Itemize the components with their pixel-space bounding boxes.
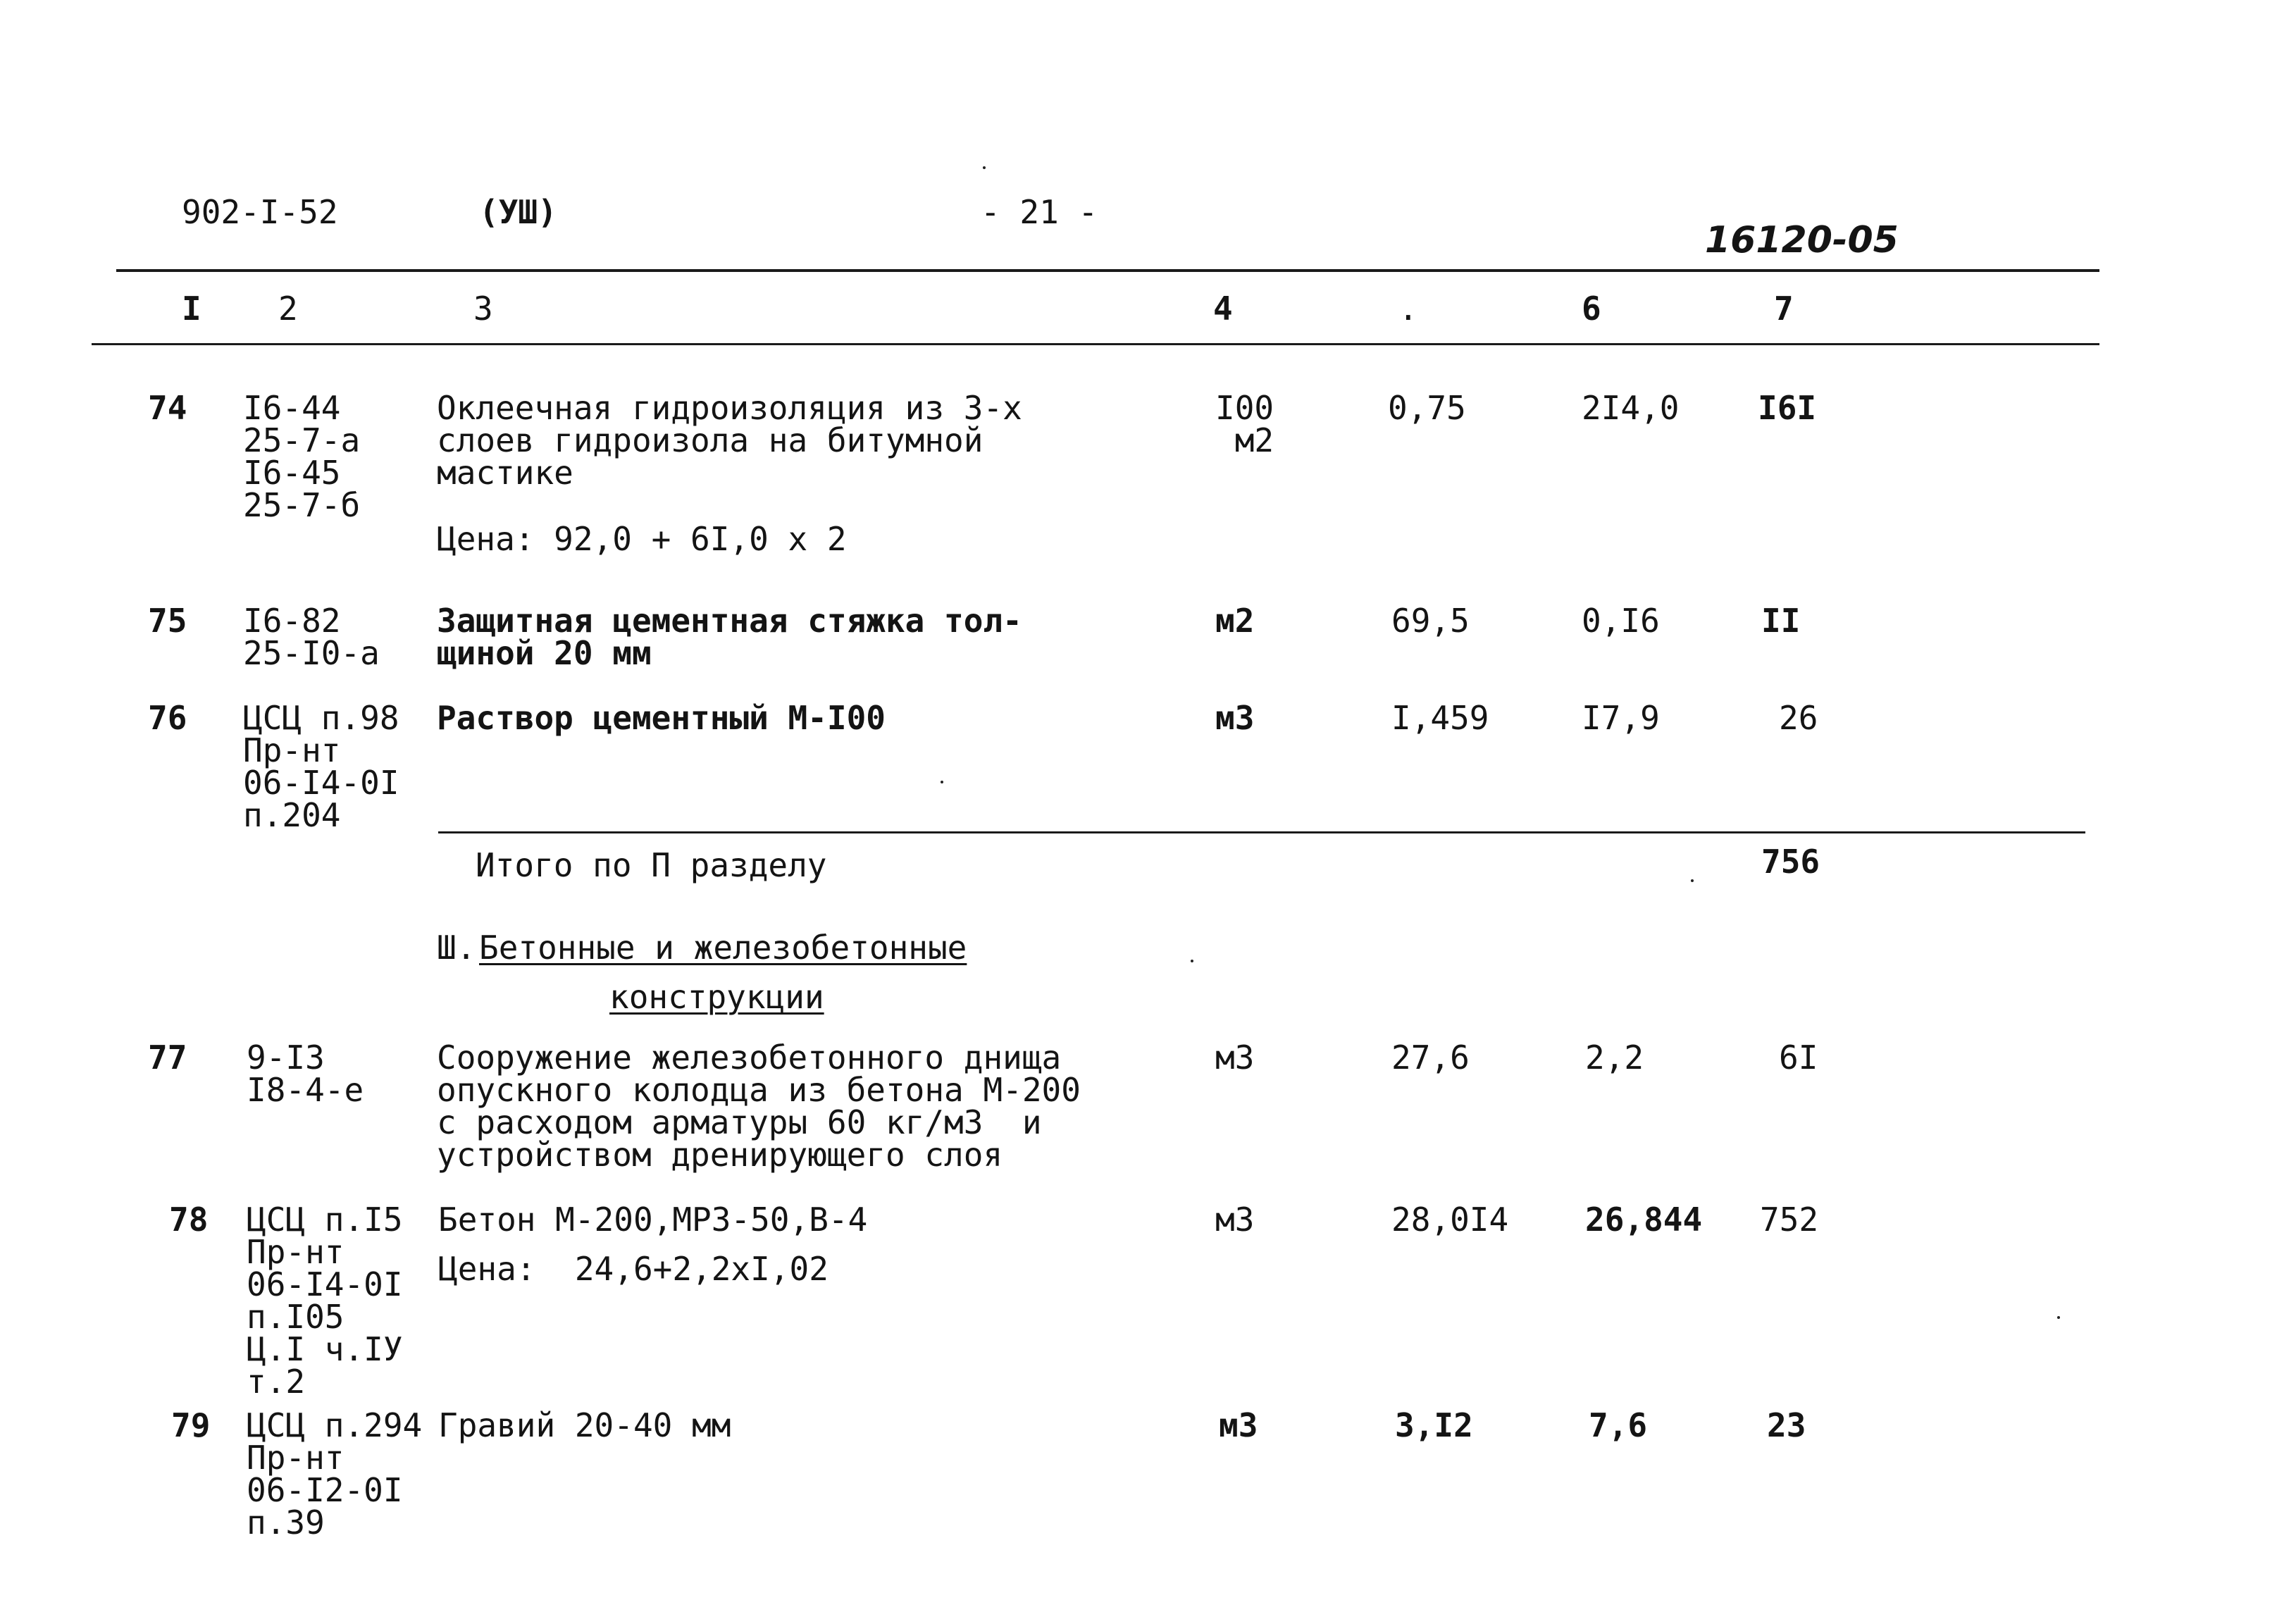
row-description: Раствор цементный М-I00	[437, 699, 886, 737]
col-header-5: .	[1398, 290, 1418, 328]
row-number: 79	[171, 1406, 211, 1444]
section-mark: (УШ)	[479, 193, 557, 231]
row-cost: 752	[1760, 1201, 1819, 1239]
header-bottom-rule	[92, 343, 2099, 345]
row-reference: ЦСЦ п.294 Пр-нт 06-I2-0I п.39	[247, 1406, 423, 1542]
row-price-note: Цена: 24,6+2,2хI,02	[438, 1250, 829, 1288]
row-reference: ЦСЦ п.98 Пр-нт 06-I4-0I п.204	[243, 699, 399, 834]
subtotal-rule	[438, 831, 2085, 833]
row-unit-price: 0,I6	[1582, 602, 1660, 640]
row-reference: 9-I3 I8-4-е	[247, 1038, 364, 1109]
row-unit: I00 м2	[1215, 389, 1274, 459]
col-header-1: I	[182, 290, 201, 328]
row-quantity: 3,I2	[1395, 1406, 1473, 1444]
col-header-2: 2	[278, 290, 298, 328]
subtotal-value: 756	[1761, 843, 1820, 881]
row-unit-price: 2,2	[1585, 1038, 1644, 1077]
row-quantity: 0,75	[1388, 389, 1466, 427]
row-quantity: 28,0I4	[1391, 1201, 1509, 1239]
row-unit: м2	[1215, 602, 1255, 640]
header-top-rule	[116, 269, 2099, 272]
row-unit: м3	[1215, 1201, 1255, 1239]
row-unit: м3	[1215, 699, 1255, 737]
row-cost: 6I	[1779, 1038, 1818, 1077]
row-number: 75	[148, 602, 187, 640]
row-number: 74	[148, 389, 187, 427]
row-description: Сооружение железобетонного днища опускного колодца из бетона М-200 с расходом арматуры 60 кг/м3 и устройством дренирующего слоя	[437, 1038, 1081, 1174]
scan-speck	[941, 781, 943, 783]
col-header-6: 6	[1582, 290, 1601, 328]
col-header-4: 4	[1213, 290, 1233, 328]
row-cost: 26	[1779, 699, 1818, 737]
row-unit-price: 7,6	[1589, 1406, 1648, 1444]
row-cost: I6I	[1758, 389, 1817, 427]
row-unit: м3	[1215, 1038, 1255, 1077]
section-title-line1: Бетонные и железобетонные	[479, 929, 967, 967]
row-reference: I6-44 25-7-а I6-45 25-7-б	[243, 389, 361, 524]
row-price-note: Цена: 92,0 + 6I,0 х 2	[437, 520, 847, 558]
row-cost: 23	[1767, 1406, 1806, 1444]
row-unit-price: I7,9	[1582, 699, 1660, 737]
row-unit: м3	[1219, 1406, 1258, 1444]
row-unit-price: 2I4,0	[1582, 389, 1680, 427]
row-description: Бетон М-200,МРЗ-50,В-4	[438, 1201, 868, 1239]
scan-speck	[2057, 1316, 2060, 1319]
scan-speck	[1691, 879, 1694, 882]
row-description: Оклеечная гидроизоляция из 3-х слоев гидроизола на битумной мастике	[437, 389, 1022, 492]
scan-speck	[1191, 960, 1193, 962]
scan-speck	[983, 166, 986, 169]
row-number: 77	[148, 1038, 187, 1077]
row-quantity: 69,5	[1391, 602, 1470, 640]
row-quantity: 27,6	[1391, 1038, 1470, 1077]
row-description: Гравий 20-40 мм	[438, 1406, 731, 1444]
section-prefix: Ш.	[437, 929, 476, 967]
col-header-7: 7	[1774, 290, 1794, 328]
col-header-3: 3	[473, 290, 493, 328]
row-reference: ЦСЦ п.I5 Пр-нт 06-I4-0I п.I05 Ц.I ч.IУ т.2	[247, 1201, 403, 1401]
archive-number: 16120-05	[1705, 219, 1899, 261]
row-reference: I6-82 25-I0-а	[243, 602, 380, 672]
subtotal-label: Итого по П разделу	[476, 846, 827, 884]
doc-code: 902-I-52	[182, 193, 338, 231]
row-number: 78	[169, 1201, 209, 1239]
row-cost: II	[1761, 602, 1801, 640]
page-number: - 21 -	[981, 193, 1098, 231]
section-title-line2: конструкции	[609, 978, 824, 1016]
row-number: 76	[148, 699, 187, 737]
row-description: Защитная цементная стяжка тол- щиной 20 мм	[437, 602, 1022, 672]
row-quantity: I,459	[1391, 699, 1489, 737]
row-unit-price: 26,844	[1585, 1201, 1703, 1239]
